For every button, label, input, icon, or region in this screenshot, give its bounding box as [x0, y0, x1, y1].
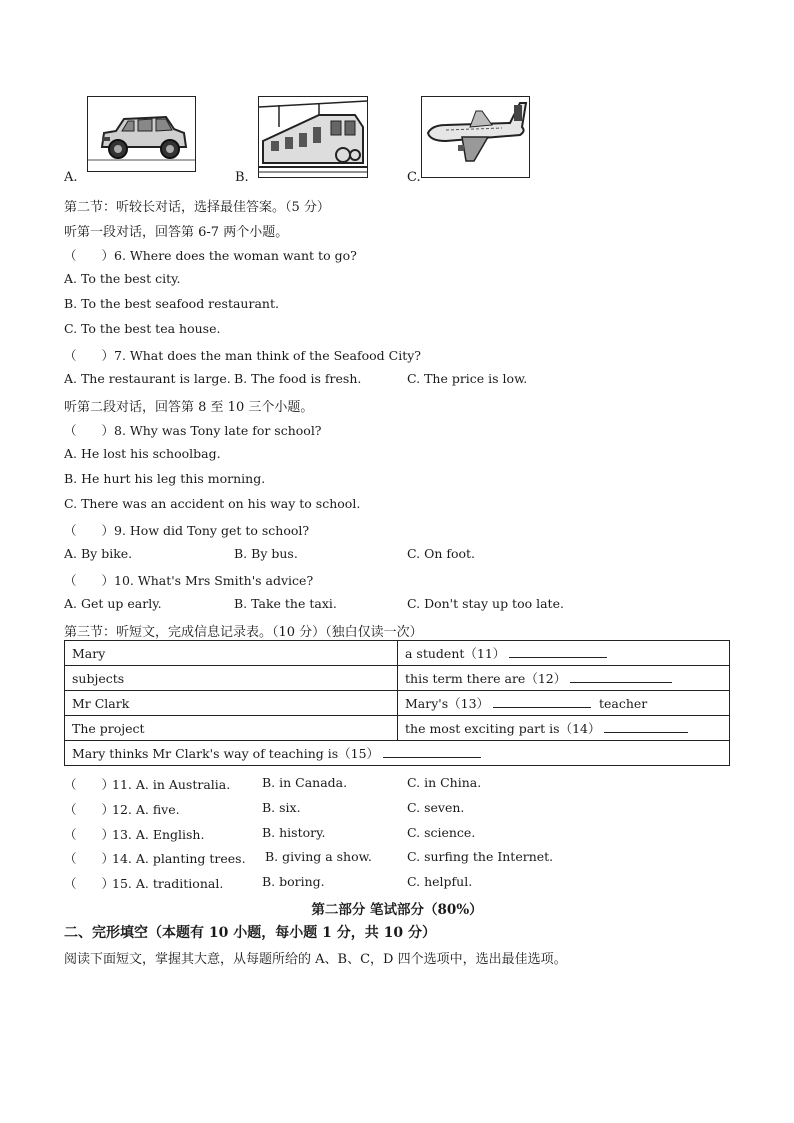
mc-row-12: （ ）12. A. five.: [64, 802, 180, 817]
question-8-option-c: C. There was an accident on his way to school.: [64, 496, 361, 511]
answer-paren[interactable]: （ ）: [64, 851, 115, 866]
picture-car: [87, 96, 196, 172]
answer-paren[interactable]: （ ）: [64, 827, 115, 842]
mc-12-option-c: C. seven.: [407, 800, 465, 815]
question-9-option-c: C. On foot.: [407, 546, 476, 561]
answer-paren[interactable]: （ ）: [64, 777, 115, 792]
table-row: [65, 666, 730, 691]
section3-heading: 第三节：听短文，完成信息记录表。（10 分）（独白仅读一次）: [64, 625, 423, 640]
mc-14-option-b: B. giving a show.: [265, 849, 372, 864]
answer-blank-14[interactable]: [604, 720, 688, 733]
answer-paren[interactable]: （ ）: [64, 802, 115, 817]
answer-blank-13[interactable]: [493, 695, 591, 708]
picture-airplane: [421, 96, 530, 178]
table-cell: a student（11）: [398, 641, 730, 666]
question-8-stem: （ ）8. Why was Tony late for school?: [64, 423, 322, 438]
table-cell: Mary's（13） teacher: [398, 691, 730, 716]
mc-11-option-c: C. in China.: [407, 775, 482, 790]
section2-heading: 第二节：听较长对话，选择最佳答案。（5 分）: [64, 200, 330, 215]
question-6-option-b: B. To the best seafood restaurant.: [64, 296, 279, 311]
cloze-instruction: 阅读下面短文，掌握其大意，从每题所给的 A、B、C，D 四个选项中，选出最佳选项。: [64, 952, 567, 967]
table-cell: this term there are（12）: [398, 666, 730, 691]
answer-blank-12[interactable]: [570, 670, 672, 683]
mc-15-option-b: B. boring.: [262, 874, 325, 889]
mc-row-13: （ ）13. A. English.: [64, 827, 205, 842]
question-6-option-a: A. To the best city.: [64, 271, 181, 286]
question-9-option-b: B. By bus.: [234, 546, 298, 561]
dialog1-instruction: 听第一段对话，回答第 6-7 两个小题。: [64, 225, 289, 240]
picture-label-a: A.: [64, 170, 78, 185]
question-8-option-a: A. He lost his schoolbag.: [64, 446, 221, 461]
answer-paren[interactable]: （ ）: [64, 876, 115, 891]
table-cell: Mr Clark: [65, 691, 398, 716]
question-10-option-c: C. Don't stay up too late.: [407, 596, 564, 611]
car-icon: [88, 97, 195, 171]
question-7-option-b: B. The food is fresh.: [234, 371, 362, 386]
mc-row-15: （ ）15. A. traditional.: [64, 876, 224, 891]
question-9-option-a: A. By bike.: [64, 546, 133, 561]
mc-row-11: （ ）11. A. in Australia.: [64, 777, 231, 792]
mc-11-option-b: B. in Canada.: [262, 775, 348, 790]
table-row: [65, 741, 730, 766]
info-record-table: [64, 640, 730, 766]
mc-12-option-b: B. six.: [262, 800, 301, 815]
dialog2-instruction: 听第二段对话，回答第 8 至 10 三个小题。: [64, 400, 314, 415]
mc-13-option-b: B. history.: [262, 825, 326, 840]
mc-15-option-c: C. helpful.: [407, 874, 473, 889]
question-7-option-a: A. The restaurant is large.: [64, 371, 231, 386]
question-10-stem: （ ）10. What's Mrs Smith's advice?: [64, 573, 314, 588]
question-7-option-c: C. The price is low.: [407, 371, 528, 386]
picture-label-b: B.: [235, 170, 249, 185]
mc-row-14: （ ）14. A. planting trees.: [64, 851, 246, 866]
answer-blank-15[interactable]: [383, 745, 481, 758]
table-cell: Mary thinks Mr Clark's way of teaching is（15）: [65, 741, 730, 766]
table-row: [65, 641, 730, 666]
airplane-icon: [422, 97, 529, 177]
question-7-stem: （ ）7. What does the man think of the Seafood City?: [64, 348, 421, 363]
mc-14-option-c: C. surfing the Internet.: [407, 849, 554, 864]
table-cell: Mary: [65, 641, 398, 666]
table-row: [65, 716, 730, 741]
table-cell: subjects: [65, 666, 398, 691]
question-6-stem: （ ）6. Where does the woman want to go?: [64, 248, 357, 263]
part2-title: 第二部分 笔试部分（80%）: [311, 902, 483, 918]
table-cell: the most exciting part is（14）: [398, 716, 730, 741]
question-10-option-b: B. Take the taxi.: [234, 596, 337, 611]
question-6-option-c: C. To the best tea house.: [64, 321, 221, 336]
picture-label-c: C.: [407, 170, 421, 185]
picture-train: [258, 96, 368, 178]
answer-blank-11[interactable]: [509, 645, 607, 658]
table-row: [65, 691, 730, 716]
table-cell: The project: [65, 716, 398, 741]
question-8-option-b: B. He hurt his leg this morning.: [64, 471, 266, 486]
question-9-stem: （ ）9. How did Tony get to school?: [64, 523, 310, 538]
cloze-heading: 二、完形填空（本题有 10 小题，每小题 1 分，共 10 分）: [64, 925, 436, 941]
mc-13-option-c: C. science.: [407, 825, 476, 840]
train-icon: [259, 97, 367, 177]
question-10-option-a: A. Get up early.: [64, 596, 162, 611]
